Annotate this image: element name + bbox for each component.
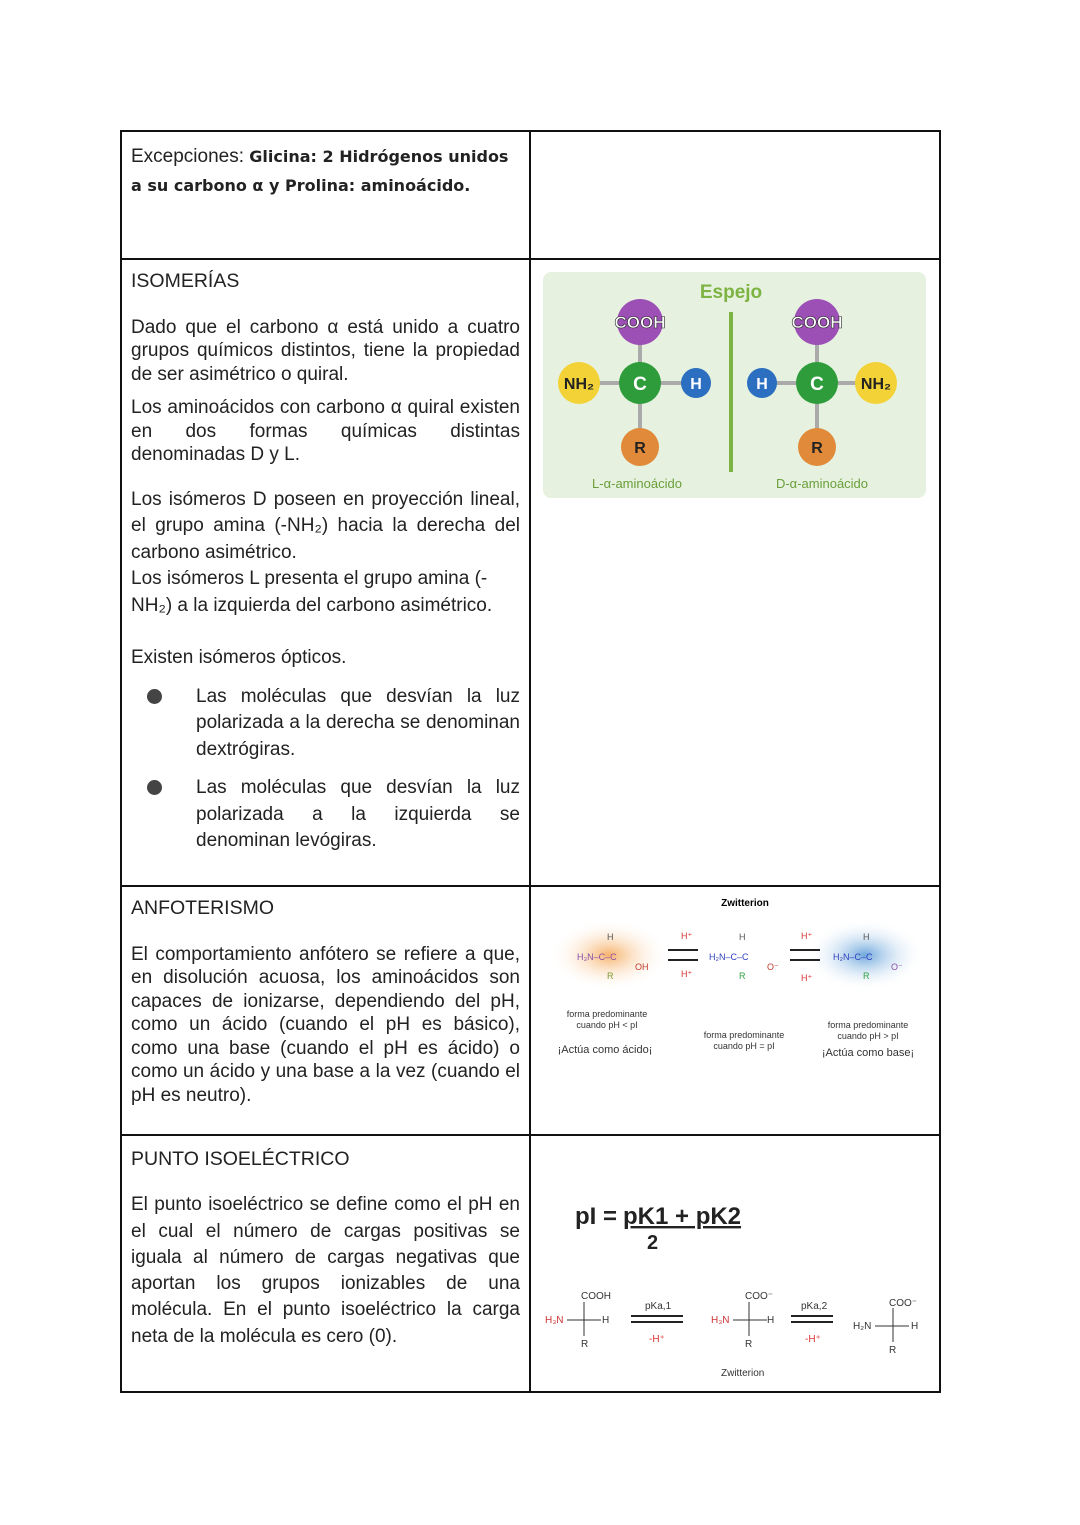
nh2-label: NH₂	[563, 376, 595, 393]
paragraph: Los isómeros D poseen en proyección lineal, el grupo amina (-NH₂) hacia la derecha del carbono asimétrico.	[131, 488, 520, 563]
zwitterion-title: Zwitterion	[721, 898, 769, 909]
svg-text:R: R	[739, 971, 746, 981]
h-label: H	[690, 376, 702, 393]
paragraph: Los isómeros L presenta el grupo amina (-NH₂) a la izquierda del carbono asimétrico.	[131, 568, 493, 616]
exceptions-text: Glicina: 2 Hidrógenos unidos a su carbono α y Prolina: aminoácido.	[131, 147, 509, 195]
svg-text:O⁻: O⁻	[891, 962, 903, 972]
pi-formula	[575, 1203, 741, 1254]
svg-text:OH: OH	[635, 962, 649, 972]
carbon-label: C	[633, 374, 647, 395]
minus-h-label: -H⁺	[805, 1334, 821, 1345]
paragraph: El comportamiento anfótero se refiere a que, en disolución acuosa, los aminoácidos son capaces de ionizarse, dependiendo del pH, como un ácido (cuando el pH es básico), como una base (cuando el pH es ácido) o como un ácido y una base a la vez (cuando el pH es neutro).	[131, 943, 520, 1106]
list-item	[131, 775, 520, 855]
svg-text:R: R	[607, 971, 614, 981]
svg-text:H⁺: H⁺	[801, 973, 813, 983]
svg-text:R: R	[581, 1339, 589, 1350]
svg-text:COO⁻: COO⁻	[745, 1291, 774, 1302]
svg-text:H: H	[767, 1315, 775, 1326]
row-anfoterismo	[121, 886, 940, 1135]
svg-text:COO⁻: COO⁻	[889, 1298, 918, 1309]
cooh-label: COOH	[791, 313, 843, 332]
bullet-icon	[147, 780, 162, 795]
bullet-text: Las moléculas que desvían la luz polarizada a la izquierda se denominan levógiras.	[196, 777, 520, 851]
d-isomer-label: D-α-aminoácido	[775, 476, 869, 491]
row-isomerias	[121, 259, 940, 886]
form-condition: cuando pH < pI	[576, 1020, 638, 1030]
section-title: PUNTO ISOELÉCTRICO	[131, 1148, 350, 1170]
row-exceptions	[121, 131, 940, 259]
formula-left: pI =	[575, 1203, 618, 1230]
paragraph: Los aminoácidos con carbono α quiral existen en dos formas químicas distintas denominadas D y L.	[131, 397, 520, 465]
h-label: H	[756, 376, 768, 393]
nh2-label: NH₂	[860, 376, 892, 393]
svg-text:H: H	[607, 932, 614, 942]
formula-numerator: pK1 + pK2	[623, 1203, 742, 1230]
svg-text:R: R	[889, 1345, 897, 1356]
zwitterion-label: Zwitterion	[721, 1368, 765, 1379]
svg-text:H⁺: H⁺	[681, 969, 693, 979]
zwitterion-figure	[531, 887, 939, 1067]
form-label: forma predominante	[703, 1030, 785, 1040]
paragraph: Dado que el carbono α está unido a cuatro grupos químicos distintos, tiene la propiedad de ser asimétrico o quiral.	[131, 316, 520, 385]
content-table	[120, 130, 941, 1393]
svg-text:H₃N–C–C: H₃N–C–C	[577, 952, 617, 962]
paragraph: El punto isoeléctrico se define como el pH en el cual el número de cargas positivas se iguala al número de cargas negativas que aportan los grupos ionizables de una molécula. En el punto isoeléctrico la carga neta de la molécula es cero (0).	[131, 1194, 520, 1347]
svg-text:H⁺: H⁺	[801, 931, 813, 941]
r-label: R	[634, 440, 646, 457]
svg-text:R: R	[863, 971, 870, 981]
svg-text:H₂N: H₂N	[853, 1321, 872, 1332]
form-condition: cuando pH = pI	[713, 1041, 775, 1051]
mirror-label: Espejo	[699, 282, 763, 303]
bullet-text: Las moléculas que desvían la luz polarizada a la derecha se denominan dextrógiras.	[196, 685, 520, 760]
svg-text:H: H	[602, 1315, 610, 1326]
svg-text:H: H	[739, 932, 746, 942]
r-label: R	[811, 440, 823, 457]
svg-text:H: H	[911, 1321, 919, 1332]
svg-text:H: H	[863, 932, 870, 942]
paragraph: Existen isómeros ópticos.	[131, 647, 347, 668]
svg-text:COOH: COOH	[581, 1291, 611, 1302]
form-note: ¡Actúa como base¡	[821, 1047, 915, 1059]
pka1-label: pKa,1	[645, 1301, 672, 1312]
isoelectric-figure	[531, 1136, 939, 1386]
minus-h-label: -H⁺	[649, 1334, 665, 1345]
isomer-figure	[531, 260, 939, 520]
row-punto-isoelectrico	[121, 1135, 940, 1392]
svg-text:H₃N: H₃N	[711, 1315, 730, 1326]
form-label: forma predominante	[827, 1020, 909, 1030]
svg-text:H₃N: H₃N	[545, 1315, 564, 1326]
bullet-icon	[147, 689, 162, 704]
svg-text:H⁺: H⁺	[681, 931, 693, 941]
carbon-label: C	[810, 374, 824, 395]
bullet-list	[131, 684, 520, 855]
cooh-label: COOH	[614, 313, 666, 332]
svg-text:H₂N–C–C: H₂N–C–C	[709, 952, 749, 962]
svg-text:H₂N–C–C: H₂N–C–C	[833, 952, 873, 962]
form-note: ¡Actúa como ácido¡	[557, 1044, 653, 1056]
formula-denominator: 2	[647, 1232, 659, 1254]
svg-text:R: R	[745, 1339, 753, 1350]
form-label: forma predominante	[566, 1009, 648, 1019]
section-title: ANFOTERISMO	[131, 897, 275, 919]
l-isomer-label: L-α-aminoácido	[592, 476, 682, 491]
form-condition: cuando pH > pI	[837, 1031, 899, 1041]
exceptions-intro: Excepciones:	[131, 146, 250, 167]
svg-text:O⁻: O⁻	[767, 962, 779, 972]
list-item	[131, 684, 520, 764]
pka2-label: pKa,2	[801, 1301, 828, 1312]
section-title: ISOMERÍAS	[131, 270, 240, 292]
